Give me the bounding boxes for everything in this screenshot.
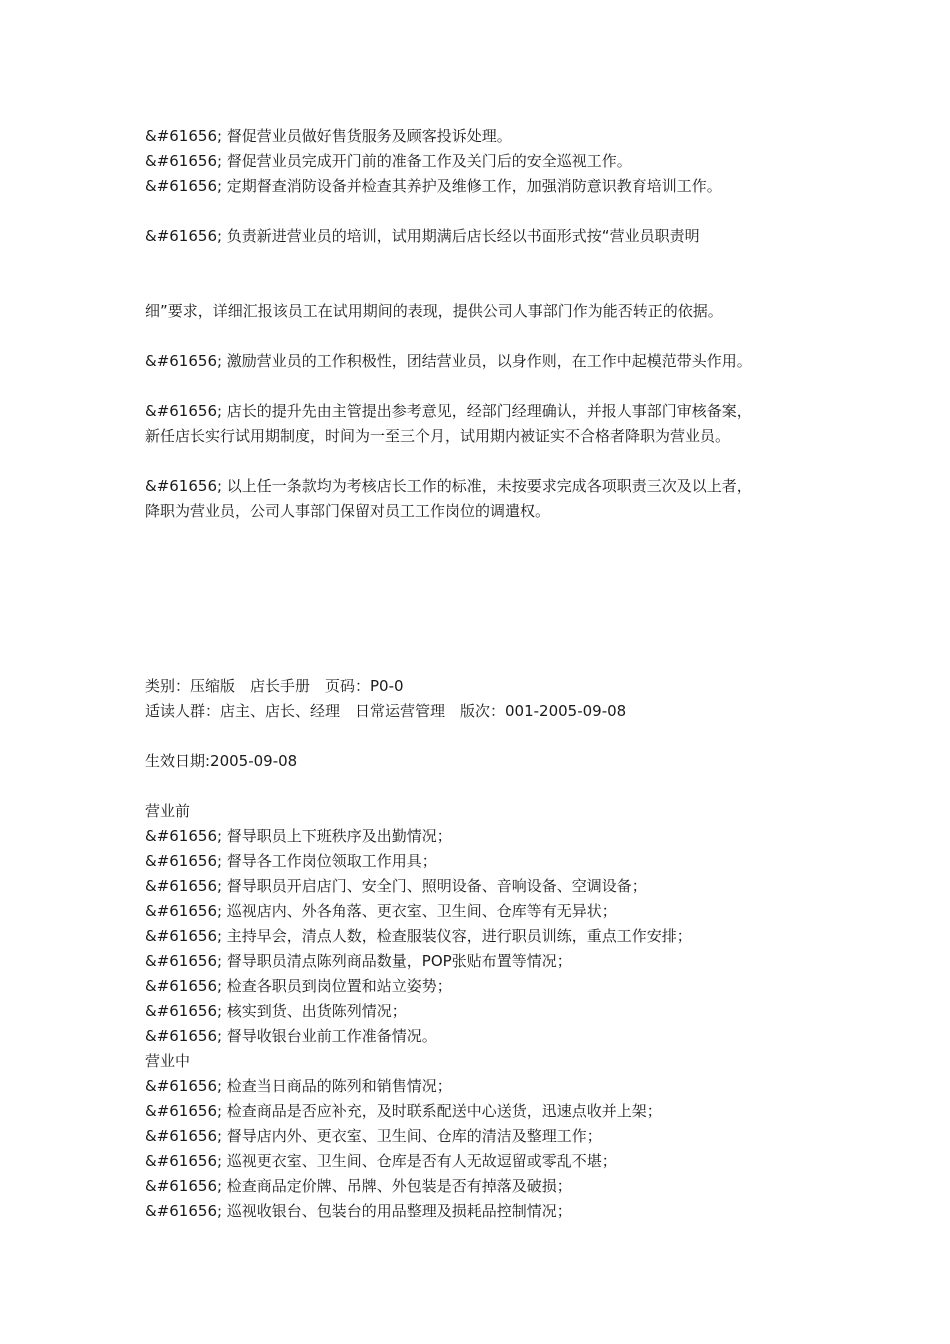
duty-line-5: &#61656; 激励营业员的工作积极性，团结营业员，以身作则，在工作中起模范带头作用。 bbox=[145, 352, 752, 370]
list-item: &#61656; 巡视收银台、包装台的用品整理及损耗品控制情况； bbox=[145, 1202, 572, 1220]
list-item: &#61656; 主持早会，清点人数，检查服装仪容，进行职员训练，重点工作安排； bbox=[145, 927, 692, 945]
meta-effective-date: 生效日期:2005-09-08 bbox=[145, 752, 298, 770]
list-item: &#61656; 巡视更衣室、卫生间、仓库是否有人无故逗留或零乱不堪； bbox=[145, 1152, 617, 1170]
section-heading-before-business: 营业前 bbox=[145, 802, 191, 820]
list-item: &#61656; 检查各职员到岗位置和站立姿势； bbox=[145, 977, 452, 995]
list-item: &#61656; 检查商品定价牌、吊牌、外包装是否有掉落及破损； bbox=[145, 1177, 572, 1195]
meta-category: 类别：压缩版 店长手册 页码：P0-0 bbox=[145, 677, 404, 695]
duty-line-4-continued: 细”要求，详细汇报该员工在试用期间的表现，提供公司人事部门作为能否转正的依据。 bbox=[145, 302, 723, 320]
duty-line-4: &#61656; 负责新进营业员的培训，试用期满后店长经以书面形式按“营业员职责明 bbox=[145, 227, 700, 245]
list-item: &#61656; 督导职员开启店门、安全门、照明设备、音响设备、空调设备； bbox=[145, 877, 647, 895]
standard-line-1: &#61656; 以上任一条款均为考核店长工作的标准，未按要求完成各项职责三次及以上者， bbox=[145, 477, 752, 495]
list-item: &#61656; 核实到货、出货陈列情况； bbox=[145, 1002, 407, 1020]
section-heading-during-business: 营业中 bbox=[145, 1052, 191, 1070]
duty-line-2: &#61656; 督促营业员完成开门前的准备工作及关门后的安全巡视工作。 bbox=[145, 152, 632, 170]
duty-line-3: &#61656; 定期督查消防设备并检查其养护及维修工作，加强消防意识教育培训工作。 bbox=[145, 177, 722, 195]
list-item: &#61656; 督导收银台业前工作准备情况。 bbox=[145, 1027, 437, 1045]
list-item: &#61656; 巡视店内、外各角落、更衣室、卫生间、仓库等有无异状； bbox=[145, 902, 617, 920]
duty-line-1: &#61656; 督促营业员做好售货服务及顾客投诉处理。 bbox=[145, 127, 512, 145]
list-item: &#61656; 检查商品是否应补充，及时联系配送中心送货，迅速点收并上架； bbox=[145, 1102, 662, 1120]
list-item: &#61656; 检查当日商品的陈列和销售情况； bbox=[145, 1077, 452, 1095]
standard-line-2: 降职为营业员，公司人事部门保留对员工工作岗位的调遣权。 bbox=[145, 502, 551, 520]
list-item: &#61656; 督导职员上下班秩序及出勤情况； bbox=[145, 827, 452, 845]
list-item: &#61656; 督导店内外、更衣室、卫生间、仓库的清洁及整理工作； bbox=[145, 1127, 602, 1145]
list-item: &#61656; 督导职员清点陈列商品数量，POP张贴布置等情况； bbox=[145, 952, 572, 970]
promotion-line-2: 新任店长实行试用期制度，时间为一至三个月，试用期内被证实不合格者降职为营业员。 bbox=[145, 427, 731, 445]
list-item: &#61656; 督导各工作岗位领取工作用具； bbox=[145, 852, 437, 870]
promotion-line-1: &#61656; 店长的提升先由主管提出参考意见，经部门经理确认，并报人事部门审核备案， bbox=[145, 402, 752, 420]
meta-audience: 适读人群：店主、店长、经理 日常运营管理 版次：001-2005-09-08 bbox=[145, 702, 627, 720]
